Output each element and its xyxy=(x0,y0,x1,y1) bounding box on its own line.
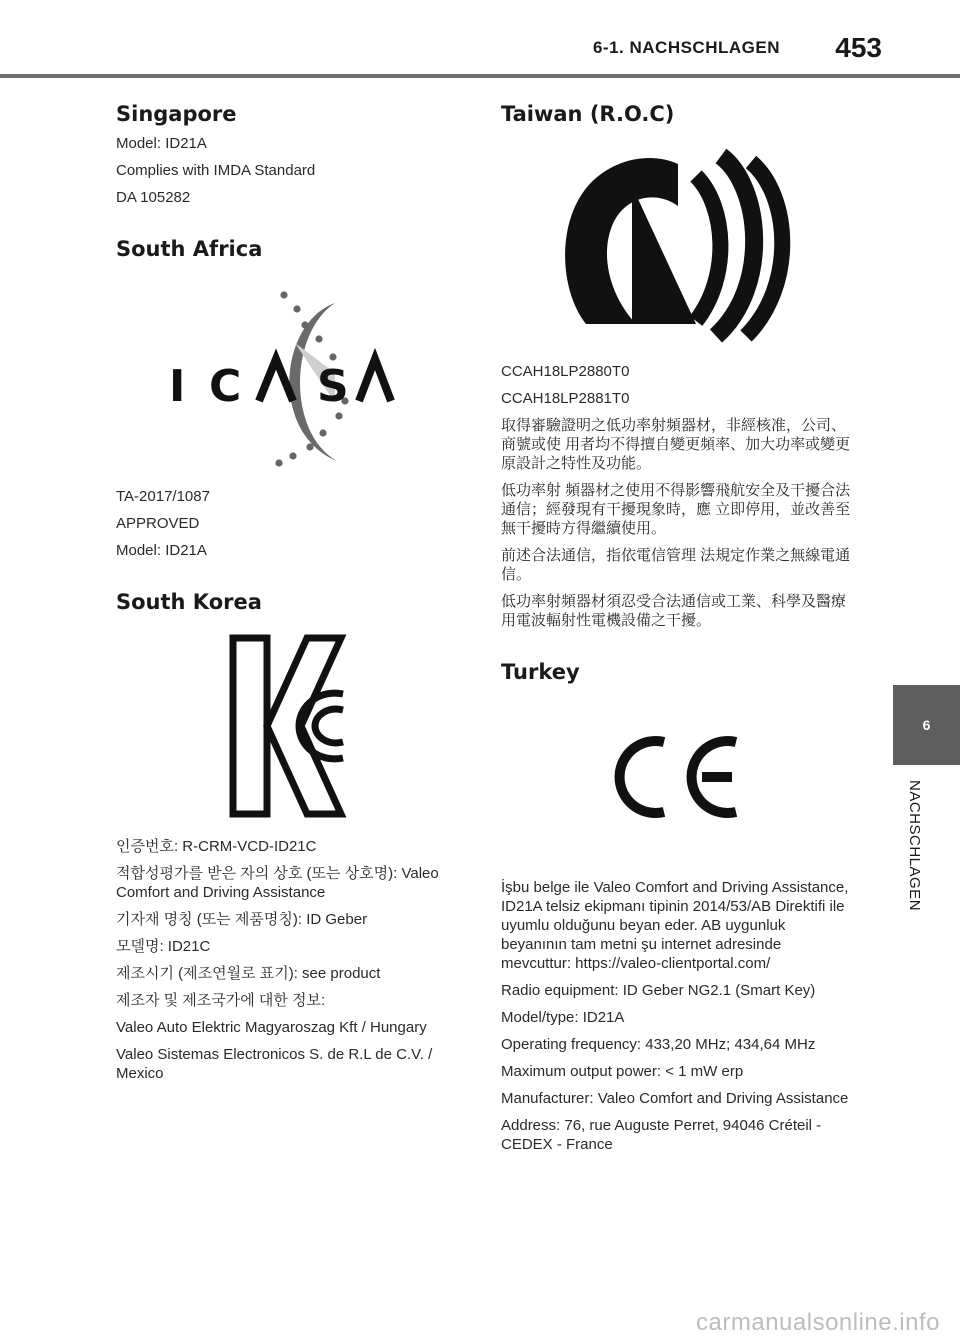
turkey-line: İşbu belge ile Valeo Comfort and Driving Assistance, ID21A telsiz ekipmanı tipinin 2014/53/AB Direktifi ile uyumlu olduğunu beyan eder. AB uygunluk beyanının tam metni şu internet adresinde mevcuttur: https://valeo-clientportal.com/ xyxy=(501,879,849,972)
chapter-tab[interactable]: 6 xyxy=(893,685,960,765)
turkey-line: Operating frequency: 433,20 MHz; 434,64 MHz xyxy=(501,1036,816,1053)
page-number: 453 xyxy=(835,32,882,63)
south-korea-line: 제조자 및 제조국가에 대한 정보: xyxy=(116,992,326,1009)
south-korea-heading: South Korea xyxy=(116,590,262,614)
icasa-letter: S xyxy=(316,361,349,412)
singapore-line: DA 105282 xyxy=(116,189,191,206)
south-korea-line: 기자재 명칭 (또는 제품명칭): ID Geber xyxy=(116,911,368,928)
ncc-logo-graphic xyxy=(546,146,806,346)
south-africa-heading: South Africa xyxy=(116,237,263,261)
left-column xyxy=(116,102,461,1091)
taiwan-line: 取得審驗證明之低功率射頻器材，非經核准，公司、商號或使 用者均不得擅自變更頻率、加大功率或變更原設計之特性及功能。 xyxy=(501,417,851,472)
south-africa-line: Model: ID21A xyxy=(116,542,207,559)
south-africa-line: TA-2017/1087 xyxy=(116,488,210,505)
icasa-letter: C xyxy=(208,361,241,412)
taiwan-line: CCAH18LP2881T0 xyxy=(501,390,630,407)
south-korea-line: 인증번호: R-CRM-VCD-ID21C xyxy=(116,838,317,855)
singapore-line: Model: ID21A xyxy=(116,135,207,152)
right-column xyxy=(501,102,851,1162)
icasa-logo-graphic xyxy=(159,283,419,473)
south-korea-line: 모델명: ID21C xyxy=(116,938,211,955)
icasa-letter: A xyxy=(158,283,160,284)
taiwan-line: 低功率射頻器材須忍受合法通信或工業、科學及醫療用電波輻射性電機設備之干擾。 xyxy=(501,593,847,629)
section-title: 6-1. NACHSCHLAGEN xyxy=(592,38,780,57)
south-korea-line: Valeo Auto Elektric Magyaroszag Kft / Hungary xyxy=(116,1019,427,1036)
south-africa-line: APPROVED xyxy=(116,515,200,532)
ce-logo xyxy=(501,732,851,822)
icasa-letter: I xyxy=(168,361,185,412)
taiwan-line: CCAH18LP2880T0 xyxy=(501,363,630,380)
turkey-line: Radio equipment: ID Geber NG2.1 (Smart Key) xyxy=(501,982,816,999)
header-divider xyxy=(0,74,960,78)
turkey-heading: Turkey xyxy=(501,660,580,684)
taiwan-line: 前述合法通信，指依電信管理 法規定作業之無線電通信。 xyxy=(501,547,851,583)
south-korea-line: Valeo Sistemas Electronicos S. de R.L de C.V. / Mexico xyxy=(116,1046,433,1082)
kc-logo-graphic xyxy=(229,634,349,819)
singapore-heading: Singapore xyxy=(116,102,237,126)
ce-logo-graphic xyxy=(606,732,746,822)
watermark: carmanualsonline.info xyxy=(696,1309,940,1336)
south-korea-line: 제조시기 (제조연월로 표기): see product xyxy=(116,965,381,982)
kc-logo xyxy=(116,634,461,819)
turkey-line: Model/type: ID21A xyxy=(501,1009,625,1026)
singapore-line: Complies with IMDA Standard xyxy=(116,162,316,179)
turkey-line: Maximum output power: < 1 mW erp xyxy=(501,1063,744,1080)
ncc-logo xyxy=(501,146,851,346)
taiwan-line: 低功率射 頻器材之使用不得影響飛航安全及干擾合法通信；經發現有干擾現象時，應 立即停用，並改善至無干擾時方得繼續使用。 xyxy=(501,482,851,537)
south-korea-line: 적합성평가를 받은 자의 상호 (또는 상호명): Valeo Comfort and Driving Assistance xyxy=(116,865,439,901)
taiwan-heading: Taiwan (R.O.C) xyxy=(501,102,675,126)
turkey-line: Address: 76, rue Auguste Perret, 94046 Créteil - CEDEX - France xyxy=(501,1117,822,1153)
icasa-logo xyxy=(116,283,461,473)
turkey-line: Manufacturer: Valeo Comfort and Driving Assistance xyxy=(501,1090,849,1107)
chapter-label: NACHSCHLAGEN xyxy=(906,780,923,912)
